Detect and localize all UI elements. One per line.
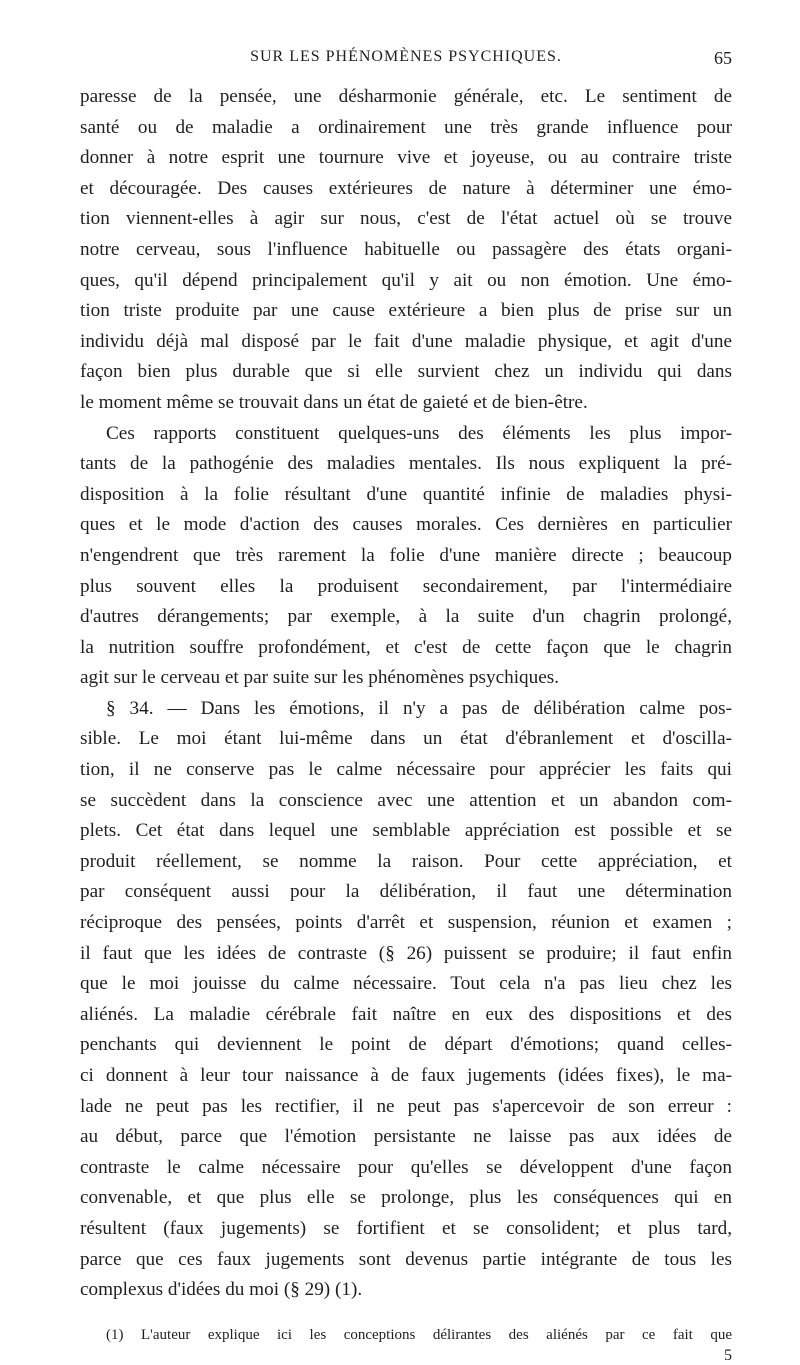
text-line: la nutrition souffre profondément, et c'est de cette façon que le chagrin <box>80 636 732 658</box>
text-line: et découragée. Des causes extérieures de nature à déterminer une émo- <box>80 177 732 199</box>
body-text <box>80 82 732 1306</box>
text-line: réciproque des pensées, points d'arrêt et suspension, réunion et examen ; <box>80 912 732 934</box>
text-line: disposition à la folie résultant d'une quantité infinie de maladies physi- <box>80 483 732 505</box>
text-line: que le moi jouisse du calme nécessaire. Tout cela n'a pas lieu chez les <box>80 973 732 995</box>
text-line: santé ou de maladie a ordinairement une très grande influence pour <box>80 116 732 138</box>
text-line: il faut que les idées de contraste (§ 26) puissent se produire; il faut enfin <box>80 942 732 964</box>
text-line: ques, qu'il dépend principalement qu'il y ait ou non émotion. Une émo- <box>80 269 732 291</box>
text-line: par conséquent aussi pour la délibération, il faut une détermination <box>80 881 732 903</box>
text-line: ques et le mode d'action des causes morales. Ces dernières en particulier <box>80 514 732 536</box>
text-line: façon bien plus durable que si elle survient chez un individu qui dans <box>80 361 732 383</box>
text-line: tion, il ne conserve pas le calme nécessaire pour apprécier les faits qui <box>80 759 732 781</box>
text-line: aliénés. La maladie cérébrale fait naître en eux des dispositions et des <box>80 1003 732 1025</box>
text-line: plets. Cet état dans lequel une semblable appréciation est possible et se <box>80 820 732 842</box>
text-line: complexus d'idées du moi (§ 29) (1). <box>80 1279 363 1301</box>
text-line: notre cerveau, sous l'influence habituelle ou passagère des états organi- <box>80 238 732 260</box>
running-head <box>80 48 732 74</box>
text-line: agit sur le cerveau et par suite sur les phénomènes psychiques. <box>80 667 560 689</box>
text-line: convenable, et que plus elle se prolonge, plus les conséquences qui en <box>80 1187 732 1209</box>
text-line: résultent (faux jugements) se fortifient et se consolident; et plus tard, <box>80 1217 732 1239</box>
text-line: tants de la pathogénie des maladies mentales. Ils nous expliquent la pré- <box>80 453 732 475</box>
text-line: sible. Le moi étant lui-même dans un état d'ébranlement et d'oscilla- <box>80 728 732 750</box>
running-title: SUR LES PHÉNOMÈNES PSYCHIQUES. <box>250 48 562 65</box>
text-line: d'autres dérangements; par exemple, à la suite d'un chagrin prolongé, <box>80 606 732 628</box>
text-line: ci donnent à leur tour naissance à de faux jugements (idées fixes), le ma- <box>80 1065 732 1086</box>
text-line: contraste le calme nécessaire pour qu'elles se développent d'une façon <box>80 1156 732 1178</box>
text-line: le moment même se trouvait dans un état de gaieté et de bien-être. <box>80 391 588 413</box>
text-line: n'engendrent que très rarement la folie d'une manière directe ; beaucoup <box>80 544 732 566</box>
text-line: § 34. — Dans les émotions, il n'y a pas de délibération calme pos- <box>106 697 732 719</box>
text-line: donner à notre esprit une tournure vive et joyeuse, ou au contraire triste <box>80 147 732 169</box>
text-line: tion triste produite par une cause extérieure a bien plus de prise sur un <box>80 300 732 322</box>
text-line: se succèdent dans la conscience avec une attention et un abandon com- <box>80 789 732 811</box>
text-line: penchants qui deviennent le point de départ d'émotions; quand celles- <box>80 1034 732 1056</box>
book-page <box>80 0 732 1364</box>
text-line: tion viennent-elles à agir sur nous, c'est de l'état actuel où se trouve <box>80 208 732 230</box>
footnote <box>80 1324 732 1346</box>
text-line: individu déjà mal disposé par le fait d'une maladie physique, et agit d'une <box>80 330 732 352</box>
text-line: lade ne peut pas les rectifier, il ne peut pas s'apercevoir de son erreur : <box>80 1095 732 1117</box>
signature-mark <box>80 1347 732 1365</box>
text-line: au début, parce que l'émotion persistante ne laisse pas aux idées de <box>80 1126 732 1148</box>
footnote-line: (1) L'auteur explique ici les conceptions délirantes des aliénés par ce fait que <box>106 1327 732 1343</box>
text-line: parce que ces faux jugements sont devenus partie intégrante de tous les <box>80 1248 732 1270</box>
text-line: plus souvent elles la produisent secondairement, par l'intermédiaire <box>80 575 732 597</box>
text-line: Ces rapports constituent quelques-uns des éléments les plus impor- <box>106 422 732 444</box>
text-line: paresse de la pensée, une désharmonie générale, etc. Le sentiment de <box>80 86 732 107</box>
signature-number: 5 <box>724 1347 732 1364</box>
text-line: produit réellement, se nomme la raison. Pour cette appréciation, et <box>80 850 732 872</box>
page-number: 65 <box>714 48 732 68</box>
